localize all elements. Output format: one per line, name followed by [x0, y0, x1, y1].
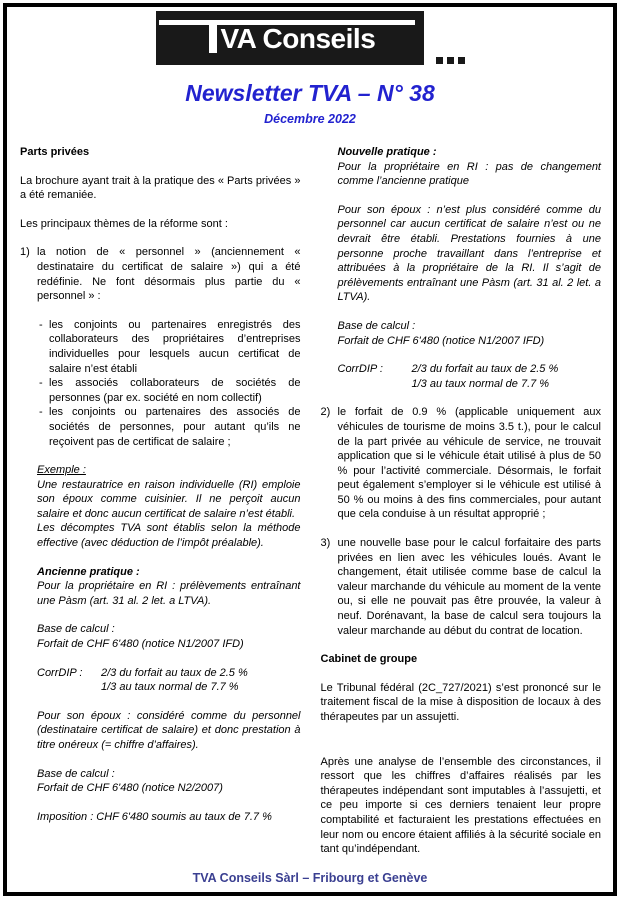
corrdip-block [37, 666, 301, 695]
section-heading-cabinet-de-groupe: Cabinet de groupe [320, 653, 418, 666]
logo-dot-icon [436, 57, 443, 64]
dash-bullet: - [39, 406, 43, 419]
numbered-item-text: la notion de « personnel » (anciennement « destinataire du certificat de salaire ») qui a été redéfinie. Ne font désormais plus partie du « personnel » : [37, 246, 301, 303]
corrdip-line: 1/3 au taux normal de 7.7 % [411, 377, 550, 390]
example-label-line [37, 463, 301, 478]
base-calcul-label: Base de calcul : [37, 623, 115, 636]
newsletter-page [3, 3, 617, 896]
paragraph-italic: Pour son époux : n’est plus considéré comme du personnel car aucun certificat de salaire n’est ou ne devrait être établi. Prestations fournies à une personne proche travaillant dans l’entreprise et attribuées à la propriétaire de la RI. Il s’agit de prélèvements entraînant une Pàsm (art. 31 al. 2 let. a LTVA). [337, 203, 601, 304]
example-block [37, 463, 301, 824]
corrdip-label: CorrDIP : [37, 666, 83, 679]
imposition-line: Imposition : CHF 6'480 soumis au taux de 7.7 % [37, 810, 272, 823]
list-item-text: les conjoints ou partenaires enregistrés des collaborateurs des propriétaires d’entreprises individuelles pour lesquels aucun certificat de salaire n’est établi [49, 318, 301, 375]
numbered-item-3 [321, 536, 602, 638]
corrdip-values [101, 666, 301, 695]
paragraph-italic: Pour la propriétaire en RI : prélèvements entraînant une Pàsm (art. 31 al. 2 let. a LTVA). [37, 580, 301, 607]
left-column [20, 145, 301, 871]
numbered-item-2 [321, 405, 602, 522]
section-heading-parts-privees: Parts privées [20, 146, 90, 158]
corrdip-line: 2/3 du forfait au taux de 2.5 % [101, 666, 248, 679]
base-calcul-value: Forfait de CHF 6'480 (notice N1/2007 IFD) [337, 334, 545, 347]
dash-bullet: - [39, 377, 43, 390]
logo-t-stem-icon [209, 24, 217, 53]
content-columns [7, 126, 613, 871]
example-label: Exemple : [37, 464, 86, 477]
list-item [37, 318, 301, 376]
nouvelle-pratique-block [338, 145, 602, 391]
corrdip-block [338, 362, 602, 391]
numbered-item-1 [20, 245, 301, 303]
base-calcul-label: Base de calcul : [337, 319, 416, 332]
list-item-text: les conjoints ou partenaires des associés de sociétés de personnes, pour autant qu’ils ne reçoivent pas de certificat de salaire ; [49, 406, 301, 448]
dash-bullet-list [37, 318, 301, 449]
numbered-item-text: une nouvelle base pour le calcul forfaitaire des parts privées en lien avec les véhicules loués. Avant le changement, était utilisée comme base de calcul la valeur marchande du véhicule au moment de la vente ou, si elle ne pouvait pas être prouvée, la valeur à neuf. Dorénavant, la base de calcul sera toujours la valeur marchande au début du contrat de location. [337, 537, 601, 637]
newsletter-title: Newsletter TVA – N° 38 [185, 80, 435, 106]
page-header [7, 7, 613, 126]
paragraph: Le Tribunal fédéral (2C_727/2021) s’est prononcé sur le traitement fiscal de la mise à disposition de locaux à des thérapeutes par un assujetti. [320, 681, 601, 723]
logo-ellipsis-icon [436, 57, 465, 65]
base-calcul-value: Forfait de CHF 6'480 (notice N2/2007) [37, 782, 223, 795]
dash-bullet: - [39, 318, 43, 331]
logo-dot-icon [458, 57, 465, 64]
subheading-nouvelle-pratique: Nouvelle pratique : [337, 146, 437, 158]
corrdip-label: CorrDIP : [337, 363, 383, 376]
logo-dot-icon [447, 57, 454, 64]
list-number: 1) [20, 246, 30, 259]
list-item-text: les associés collaborateurs de sociétés de personnes (par ex. société en nom collectif) [49, 377, 301, 404]
paragraph-italic: Les décomptes TVA sont établis selon la méthode effective (avec déduction de l’impôt préalable). [37, 522, 301, 550]
paragraph-italic: Une restauratrice en raison individuelle (RI) emploie son époux comme cuisinier. Il ne perçoit aucun salaire et donc aucun certificat de salaire n’est établi. [37, 478, 301, 520]
subheading-ancienne-pratique: Ancienne pratique : [37, 565, 140, 578]
corrdip-line: 2/3 du forfait au taux de 2.5 % [411, 363, 559, 376]
paragraph: Après une analyse de l’ensemble des circonstances, il ressort que les chiffres d’affaires réalisés par les thérapeutes indépendant sont imputables à l’assujetti, et ce peu importe si ces derniers tenaient leur propre comptabilité et facturaient les prestations effectuées en leur nom ou encore étaient affiliés à la sécurité sociale en tant qu’indépendant. [320, 755, 601, 856]
list-number: 3) [320, 537, 331, 550]
paragraph-italic: Pour son époux : considéré comme du personnel (destinataire certificat de salaire) et donc prestation à titre onéreux (= chiffre d’affaires). [37, 709, 301, 751]
paragraph: Les principaux thèmes de la réforme sont : [20, 217, 228, 230]
list-item [37, 376, 301, 405]
logo-text: VA Conseils [220, 23, 376, 54]
numbered-item-text: le forfait de 0.9 % (applicable uniquement aux véhicules de tourisme de moins 3.5 t.), pour le calcul de la part privée au véhicule de service, ne trouvait application que si le véhicule était utilisé à plus de 50 % pour l’activité commerciale. Désormais, le forfait peut également s’employer si le véhicule est utilisé à 50 % ou moins à des fins commerciales, pour autant que cela conduise à un résultat approprié ; [337, 406, 601, 521]
list-number: 2) [320, 406, 331, 419]
page-footer: TVA Conseils Sàrl – Fribourg et Genève [192, 870, 428, 885]
corrdip-values [412, 362, 602, 391]
paragraph-italic: Pour la propriétaire en RI : pas de changement comme l’ancienne pratique [337, 160, 601, 188]
list-item [37, 405, 301, 449]
right-column [321, 145, 602, 871]
logo-row [7, 11, 613, 65]
newsletter-date: Décembre 2022 [264, 112, 356, 126]
tva-conseils-logo [156, 11, 424, 65]
base-calcul-value: Forfait de CHF 6'480 (notice N1/2007 IFD) [37, 638, 244, 651]
paragraph: La brochure ayant trait à la pratique des « Parts privées » a été remaniée. [20, 174, 301, 202]
base-calcul-label: Base de calcul : [37, 767, 115, 780]
corrdip-line: 1/3 au taux normal de 7.7 % [101, 681, 239, 694]
